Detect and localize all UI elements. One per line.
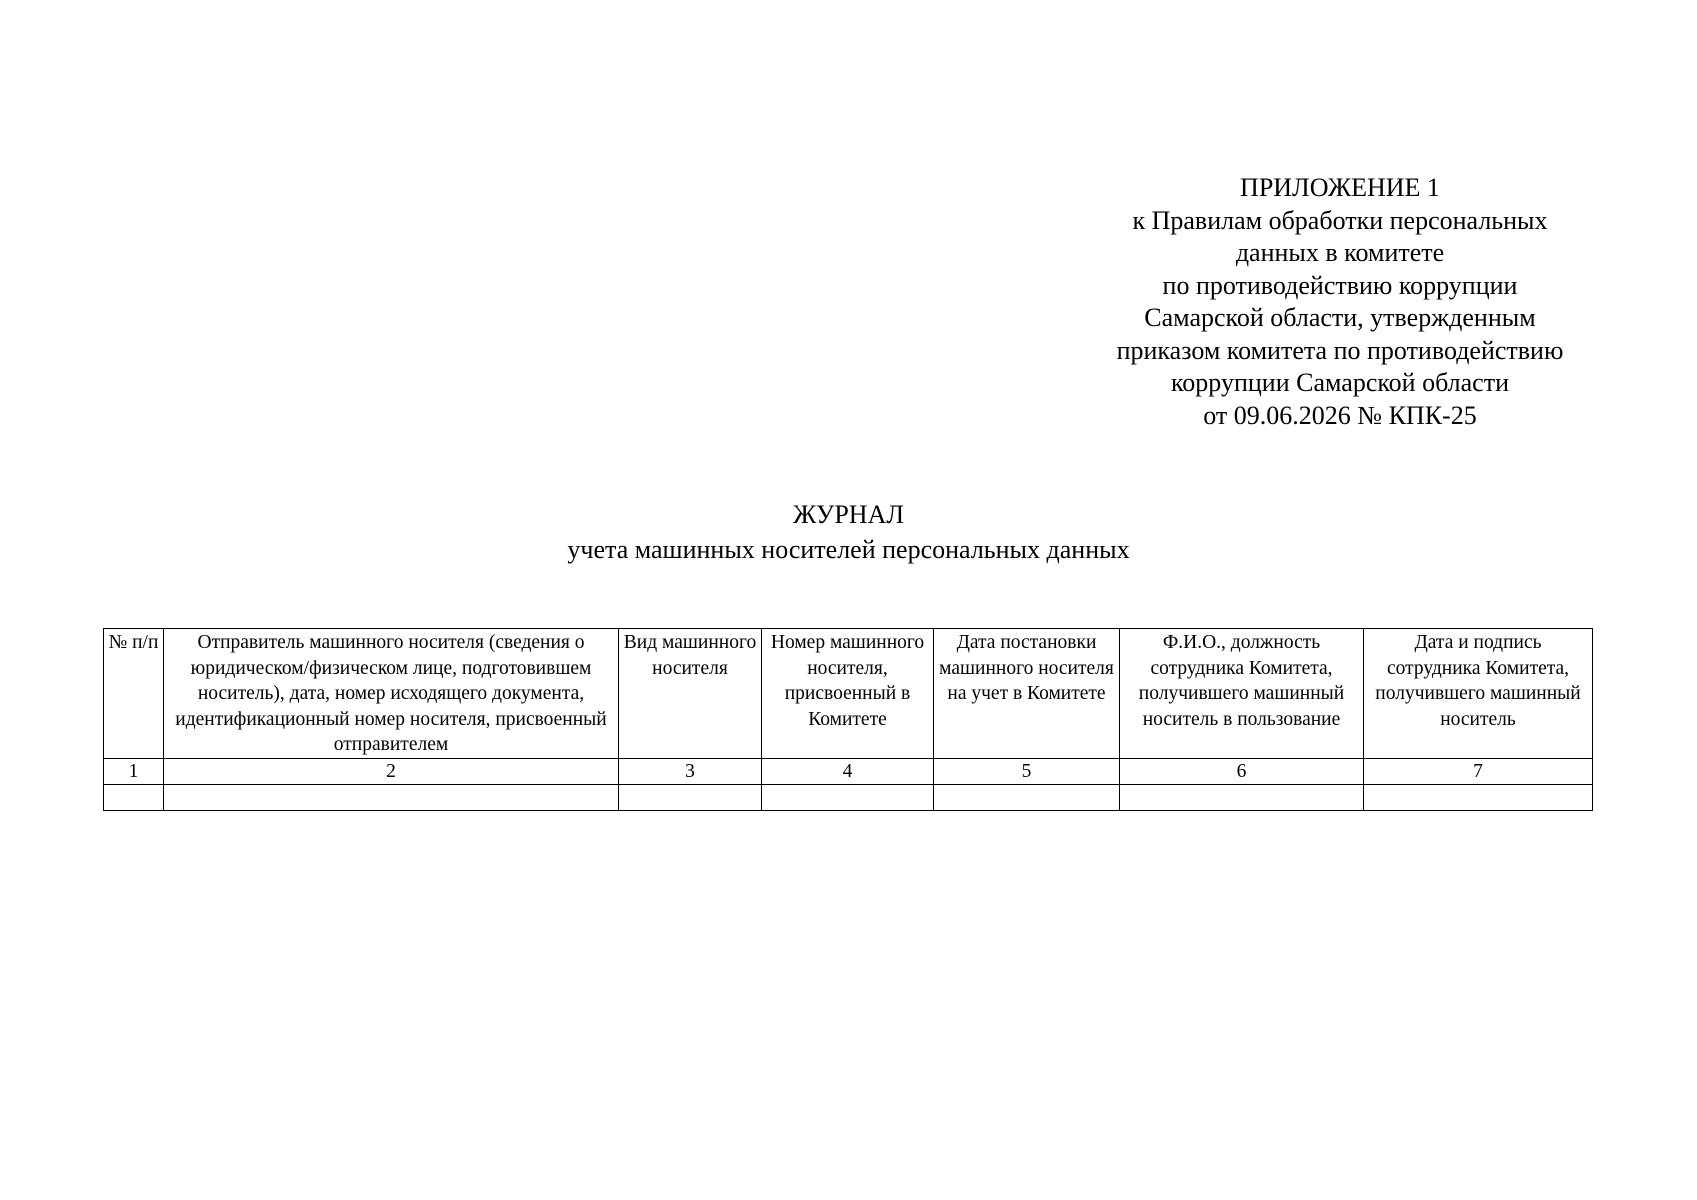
journal-heading — [0, 497, 1697, 567]
journal-subtitle: учета машинных носителей персональных данных — [567, 535, 1130, 564]
appendix-line: по противодействию коррупции — [1162, 270, 1518, 300]
appendix-header — [1070, 172, 1610, 432]
header-cell-signature: Дата и подпись сотрудника Комитета, получившего машинный носитель — [1364, 629, 1593, 759]
table-cell — [1364, 785, 1593, 811]
column-number-cell: 3 — [619, 758, 762, 785]
column-number-row — [104, 758, 1593, 785]
appendix-line: к Правилам обработки персональных — [1132, 205, 1548, 235]
table-row — [104, 785, 1593, 811]
appendix-line: приказом комитета по противодействию — [1116, 335, 1564, 365]
table-cell — [164, 785, 619, 811]
table-cell — [104, 785, 164, 811]
column-number-cell: 2 — [164, 758, 619, 785]
appendix-line: ПРИЛОЖЕНИЕ 1 — [1240, 173, 1440, 202]
column-number-cell: 1 — [104, 758, 164, 785]
table-cell — [1120, 785, 1364, 811]
header-cell-number: № п/п — [104, 629, 164, 759]
table-cell — [762, 785, 934, 811]
header-cell-employee: Ф.И.О., должность сотрудника Комитета, получившего машинный носитель в пользование — [1120, 629, 1364, 759]
table-cell — [934, 785, 1120, 811]
journal-title: ЖУРНАЛ — [793, 500, 904, 529]
appendix-line: коррупции Самарской области — [1171, 368, 1509, 397]
journal-table — [103, 628, 1593, 811]
header-cell-registration-date: Дата постановки машинного носителя на учет в Комитете — [934, 629, 1120, 759]
table-header-row — [104, 629, 1593, 759]
table-cell — [619, 785, 762, 811]
header-cell-sender: Отправитель машинного носителя (сведения о юридическом/физическом лице, подготовившем носитель), дата, номер исходящего документа, идентификационный номер носителя, присвоенный отправителем — [164, 629, 619, 759]
column-number-cell: 4 — [762, 758, 934, 785]
column-number-cell: 6 — [1120, 758, 1364, 785]
header-cell-media-number: Номер машинного носителя, присвоенный в Комитете — [762, 629, 934, 759]
appendix-line: Самарской области, утвержденным — [1144, 303, 1536, 332]
appendix-line: данных в комитете — [1235, 238, 1445, 267]
column-number-cell: 5 — [934, 758, 1120, 785]
header-cell-media-type: Вид машинного носителя — [619, 629, 762, 759]
column-number-cell: 7 — [1364, 758, 1593, 785]
appendix-line: от 09.06.2026 № КПК-25 — [1203, 400, 1477, 430]
